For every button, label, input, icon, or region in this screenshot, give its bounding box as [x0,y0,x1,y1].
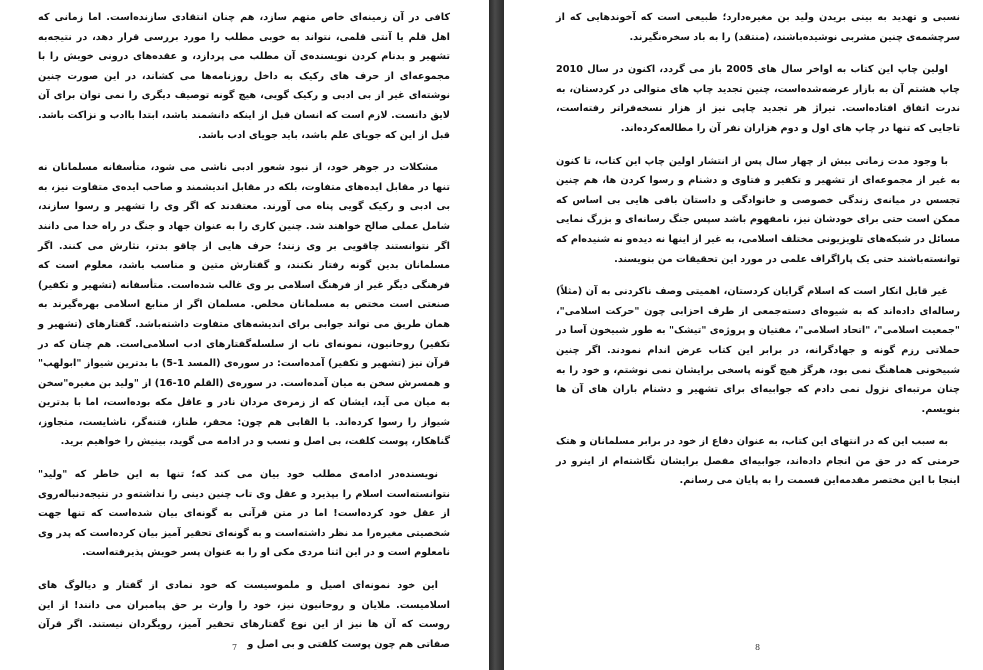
paragraph: مشکلات در جوهر خود، از نبود شعور ادبی ناشی می شود، متأسفانه مسلمانان نه تنها در مقابل ایده‌های متفاوت، بلکه در مقابل اندیشمند و صاحب ایده‌ی متفاوت نیز، به بی ادبی و رکیک گویی پناه می آورند. معتقدند که اگر وی را تشهیر و رسوا سازند، شامل عملی صالح خواهند شد. چنین کاری را به عنوان جهاد و جنگ در راه خدا می دانند اگر نتوانستند چاقویی بر وی زنند؛ حرف هایی از چاقو بدتر، نثارش می کنند. اگر مسلمانان بدین گونه رفتار نکنند، و گفتارش متین و مناسب باشد، معلوم است که فرهنگی دیگر غیر از فرهنگ اسلامی بر وی غالب شده‌است. متأسفانه (تشهیر و تکفیر) صنعتی است مختص به مسلمانان مخلص. مسلمان اگر از منابع اسلامی بهره‌گیرند به همان طریق می تواند جوابی برای اندیشه‌های متفاوت داشته‌باشد. گفتارهای (تشهیر و تکفیر) روحانیون، نمونه‌ای ناب از سلسله‌گفتارهای ادب اسلامی‌است. هم چنان که در قرآن نیز (تشهیر و تکفیر) آمده‌است: در سوره‌ی (المسد 1-5) با بدترین شیواز "ابولهب" و همسرش سخن به میان آمده‌است. در سوره‌ی (القلم 10-16) از "ولید بن مغیره"سخن به میان می آید، ایشان که از زمره‌ی مردان نادر و عاقل مکه بوده‌است، اما با بدترین شیواز را رسوا کرده‌اند. با القابی هم چون: محقر، طناز، فتنه‌گر، ناشایست، متجاوز، گناهکار، پوست کلفت، بی اصل و نسب و در ادامه می گوید، بینیش را خواهیم برید. [37,162,450,448]
paragraph: این خود نمونه‌ای اصیل و ملموسیست که خود نمادی از گفتار و دیالوگ های اسلامیست. ملایان و روحانیون نیز، خود را وارث بر حق پیامبران می دانند! از این روست که آن ها نیز از این نوع گفتارهای تحقیر آمیز، رویگردان نیستند. اگر قرآن صفاتی هم چون پوست کلفتی و بی اصل و [38,580,450,650]
left-page-text [38,8,450,667]
paragraph: غیر قابل انکار است که اسلام گرایان کردستان، اهمیتی وصف ناکردنی به آن (مثلاً) رساله‌ای داده‌اند که به شیوه‌ای دسته‌جمعی از طرف احزابی چون "حرکت اسلامی"، "جمعیت اسلامی"، "اتحاد اسلامی"، مفتیان و پروژه‌ی "تیشک" به طور شبیخون آسا در حملاتی رزم گونه و جهادگرانه، در برابر این کتاب عرض اندام نمودند. اگر چنین شبیخونی هماهنگ نمی بود، هرگز هیچ گونه پاسخی برایشان نمی نوشتم، و خود را به چنان مرتبه‌ای نزول نمی دادم که جوابیه‌ای برای تشهیر و دشنام باران های آن ها بنویسم. [556,286,960,415]
right-page-text [556,8,960,504]
paragraph: اولین چاپ این کتاب به اواخر سال های 2005 باز می گردد، اکنون در سال 2010 چاپ هشتم آن به بازار عرضه‌شده‌است، چنین تجدید چاپ های متوالی در کردستان، به ندرت اتفاق افتاده‌است. تیراژ هر تجدید چاپی نیز از هزار نسخه‌فراتر رفته‌است، تاجایی که تنها در چاپ های اول و دوم هزاران نفر آن را مطالعه‌کرده‌اند. [556,64,960,134]
page-gutter [489,0,504,670]
paragraph: به سبب این که در انتهای این کتاب، به عنوان دفاع از خود در برابر مسلمانان و هتک حرمتی که در حق من انجام داده‌اند، جوابیه‌ای مفصل برایشان نگاشته‌ام از اینرو در اینجا با این مختصر مقدمه‌این قسمت را به پایان می رسانم. [556,436,960,487]
right-page [504,0,983,670]
page-number: 8 [755,643,761,652]
paragraph: نویسنده‌در ادامه‌ی مطلب خود بیان می کند که؛ تنها به این خاطر که "ولید" نتوانسته‌است اسلام را بپذیرد و عقل وی تاب چنین دینی را نداشته‌و در نتیجه‌دنباله‌روی از عقل خود کرده‌است! اما در متن قرآنی به گونه‌ای بیان شده‌است که تنها جهت شخصیتی مغیره‌را مد نظر داشته‌است و به گونه‌ای تحقیر آمیز بیان کرده‌است که پدر وی نامعلوم است و در این اثنا مردی مکی او را به عنوان پسر خویش پذیرفته‌است. [38,469,450,559]
paragraph: با وجود مدت زمانی بیش از چهار سال پس از انتشار اولین چاپ این کتاب، تا کنون به غیر از مجموعه‌ای از تشهیر و تکفیر و فتاوی و دشنام و رسوا کردن ها، هم چنین تجسس در میانه‌ی زندگی خصوصی و خانوادگی و داستان بافی هایی بی اساس که ممکن است حتی برای خودشان نیز، نامفهوم باشد سپس جنگ رسانه‌ای و بزرگ نمایی مسائل در شبکه‌های تلویزیونی مختلف اسلامی، به غیر از اینها نه دیده‌و نه شنیده‌ام که توانسته‌باشند حتی یک پاراگراف علمی در مورد این تحقیقات من بنویسند. [556,155,960,265]
page-number: 7 [232,643,238,652]
left-page [0,0,489,670]
paragraph: نسبی و تهدید به بینی بریدن ولید بن مغیره‌دارد؛ طبیعی است که آخوندهایی که از سرچشمه‌ی چنین مشربی نوشیده‌باشند، (منتقد) را به باد سخره‌نگیرند. [556,12,960,43]
paragraph: کافی در آن زمینه‌ای خاص متهم سازد، هم چنان انتقادی سازنده‌است. اما زمانی که اهل قلم یا آنتی قلمی، نتواند به خوبی مطلب را مورد بررسی قرار دهد، در نتیجه‌به تشهیر و بدنام کردن نویسنده‌ی آن مطلب می پردازد، و عقده‌های درونی خویش را با مجموعه‌ای از حرف های رکیک به داخل روزنامه‌ها می کشاند، در این صورت چنین نوشته‌ای غیر از بی ادبی و رکیک گویی، هیچ گونه توصیف دیگری را نمی توان برای آن لایق دانست. لازم است که انسان قبل از اینکه دانشمند باشد، ابتدا باادب و نزاکت باشد. قبل از این که جویای علم باشد، باید جویای ادب باشد. [38,12,450,141]
